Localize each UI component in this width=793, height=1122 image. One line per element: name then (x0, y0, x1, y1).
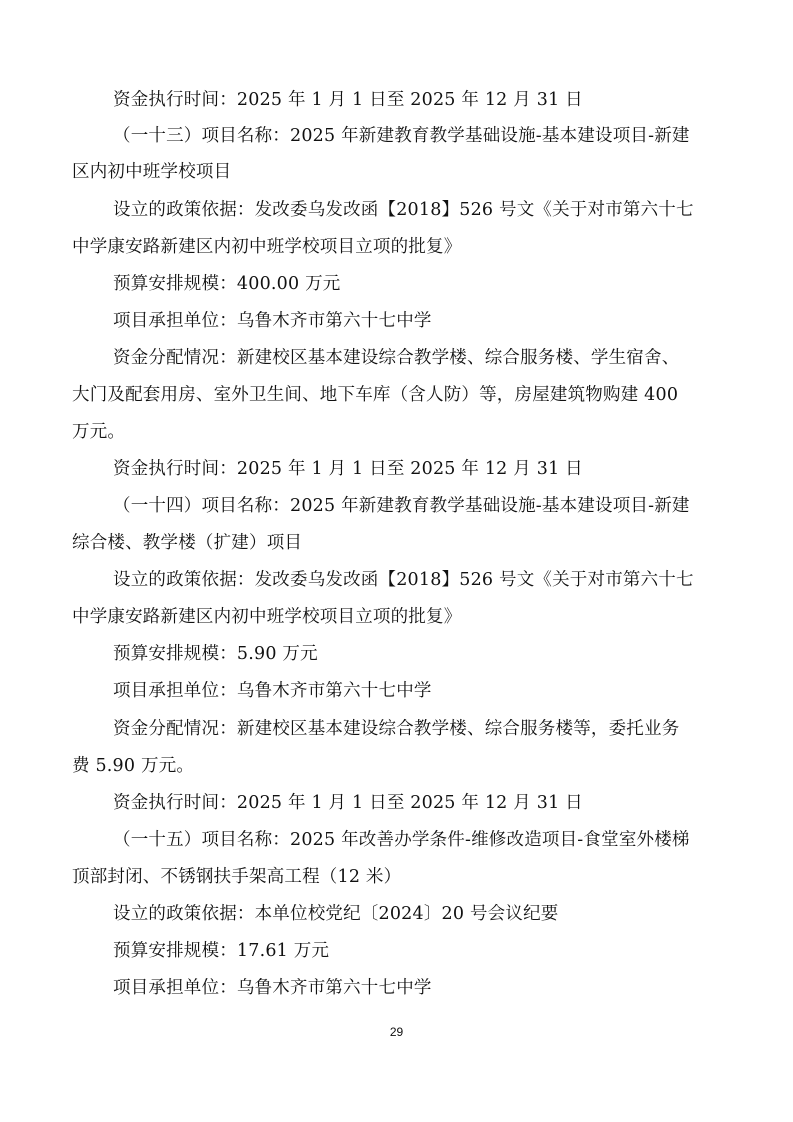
line-text: 顶部封闭、不锈钢扶手架高工程（12 米） (72, 867, 402, 887)
paragraph-line (0, 525, 793, 561)
paragraph-line (0, 340, 793, 376)
paragraph-line (0, 266, 793, 302)
paragraph-line (0, 859, 793, 895)
paragraph-line (0, 154, 793, 190)
line-text: 预算安排规模：17.61 万元 (113, 941, 330, 961)
line-text: 设立的政策依据：本单位校党纪〔2024〕20 号会议纪要 (113, 904, 559, 924)
line-text: 区内初中班学校项目 (72, 162, 232, 182)
line-text: 设立的政策依据：发改委乌发改函【2018】526 号文《关于对市第六十七 (113, 200, 694, 220)
line-text: 资金执行时间：2025 年 1 月 1 日至 2025 年 12 月 31 日 (113, 459, 583, 479)
line-text: 资金执行时间：2025 年 1 月 1 日至 2025 年 12 月 31 日 (113, 793, 583, 813)
line-text: 预算安排规模：5.90 万元 (113, 644, 318, 664)
paragraph-line (0, 711, 793, 747)
page-number: 29 (389, 1025, 404, 1039)
line-text: 中学康安路新建区内初中班学校项目立项的批复》 (72, 237, 462, 257)
line-text: 万元。 (72, 422, 126, 442)
line-text: 预算安排规模：400.00 万元 (113, 274, 341, 294)
paragraph-line (0, 636, 793, 672)
line-text: 项目承担单位：乌鲁木齐市第六十七中学 (113, 311, 432, 331)
line-text: 资金分配情况：新建校区基本建设综合教学楼、综合服务楼、学生宿舍、 (113, 348, 680, 368)
paragraph-line (0, 562, 793, 598)
paragraph-line (0, 377, 793, 413)
line-text: 综合楼、教学楼（扩建）项目 (72, 533, 303, 553)
paragraph-line (0, 599, 793, 635)
line-text: 项目承担单位：乌鲁木齐市第六十七中学 (113, 681, 432, 701)
paragraph-line (0, 229, 793, 265)
line-text: 资金执行时间：2025 年 1 月 1 日至 2025 年 12 月 31 日 (113, 90, 583, 110)
paragraph-line (0, 970, 793, 1006)
line-text: 资金分配情况：新建校区基本建设综合教学楼、综合服务楼等，委托业务 (113, 719, 680, 739)
line-text: 中学康安路新建区内初中班学校项目立项的批复》 (72, 607, 462, 627)
paragraph-line (0, 192, 793, 228)
paragraph-line (0, 488, 793, 524)
paragraph-line (0, 673, 793, 709)
paragraph-line (0, 933, 793, 969)
paragraph-line (0, 896, 793, 932)
paragraph-line (0, 785, 793, 821)
paragraph-line (0, 822, 793, 858)
paragraph-line (0, 748, 793, 784)
line-text: （一十三）项目名称：2025 年新建教育教学基础设施-基本建设项目-新建 (113, 126, 690, 146)
line-text: 费 5.90 万元。 (72, 756, 195, 776)
line-text: （一十五）项目名称：2025 年改善办学条件-维修改造项目-食堂室外楼梯 (113, 830, 690, 850)
line-text: 设立的政策依据：发改委乌发改函【2018】526 号文《关于对市第六十七 (113, 570, 694, 590)
paragraph-line (0, 118, 793, 154)
paragraph-line (0, 82, 793, 118)
line-text: 项目承担单位：乌鲁木齐市第六十七中学 (113, 978, 432, 998)
paragraph-line (0, 414, 793, 450)
line-text: （一十四）项目名称：2025 年新建教育教学基础设施-基本建设项目-新建 (113, 496, 690, 516)
line-text: 大门及配套用房、室外卫生间、地下车库（含人防）等，房屋建筑物购建 400 (72, 385, 679, 405)
paragraph-line (0, 451, 793, 487)
paragraph-line (0, 303, 793, 339)
